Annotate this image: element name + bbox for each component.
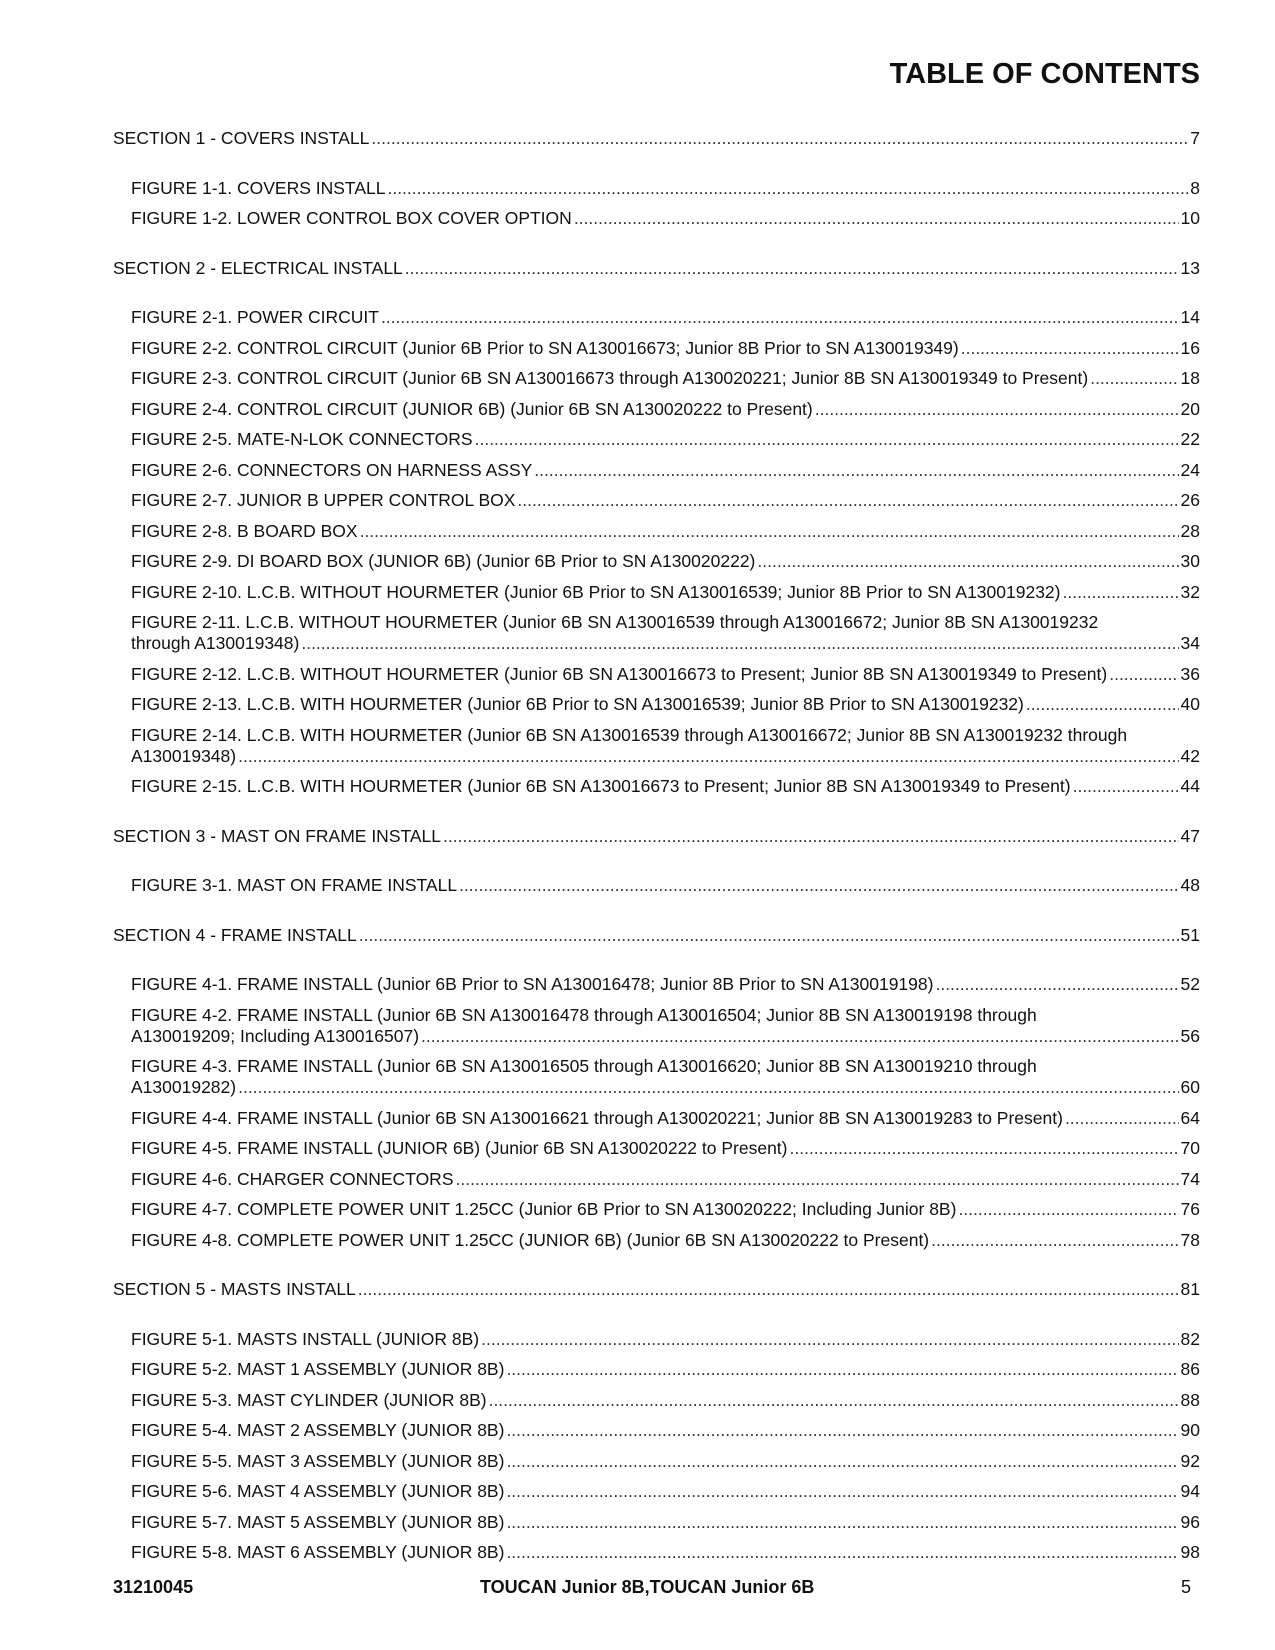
toc-entry-label-continued: A130019209; Including A130016507) xyxy=(131,1025,420,1046)
footer-page-number: 5 xyxy=(1180,1577,1191,1597)
toc-entry-label: FIGURE 5-6. MAST 4 ASSEMBLY (JUNIOR 8B) xyxy=(131,1481,505,1501)
dot-leader xyxy=(931,1230,1178,1251)
toc-figure-entry[interactable] xyxy=(131,1005,1200,1047)
dot-leader xyxy=(481,1329,1178,1350)
toc-figure-entry[interactable] xyxy=(131,1329,1200,1350)
toc-figure-entry[interactable] xyxy=(131,694,1200,715)
dot-leader xyxy=(506,1451,1178,1472)
toc-figure-entry[interactable] xyxy=(131,490,1200,511)
toc-figure-entry[interactable] xyxy=(131,208,1200,229)
dot-leader xyxy=(443,826,1179,847)
toc-page-number: 64 xyxy=(1180,1107,1200,1128)
dot-leader xyxy=(489,1390,1179,1411)
toc-figure-entry[interactable] xyxy=(131,368,1200,389)
dot-leader xyxy=(506,1420,1178,1441)
toc-entry-label: SECTION 5 - MASTS INSTALL xyxy=(113,1279,356,1299)
toc-page-number: 20 xyxy=(1180,398,1200,419)
toc-section-entry[interactable] xyxy=(113,128,1200,149)
toc-page-number: 26 xyxy=(1180,490,1200,510)
toc-entry-label-continued: A130019282) xyxy=(131,1077,237,1097)
toc-entry-label: FIGURE 2-8. B BOARD BOX xyxy=(131,520,358,541)
toc-figure-entry[interactable] xyxy=(131,1056,1200,1098)
dot-leader xyxy=(1090,368,1178,389)
dot-leader xyxy=(534,460,1178,481)
toc-entry-label: FIGURE 2-7. JUNIOR B UPPER CONTROL BOX xyxy=(131,490,516,510)
dot-leader xyxy=(459,875,1178,896)
toc-page-number: 98 xyxy=(1180,1542,1200,1562)
toc-entry-label: FIGURE 2-2. CONTROL CIRCUIT (Junior 6B Prior to SN A130016673; Junior 8B Prior to SN A130019349) xyxy=(131,337,959,358)
toc-figure-entry[interactable] xyxy=(131,974,1200,995)
toc-page-number: 56 xyxy=(1180,1025,1200,1046)
toc-entry-label: FIGURE 1-2. LOWER CONTROL BOX COVER OPTION xyxy=(131,208,572,228)
toc-entry-label: FIGURE 1-1. COVERS INSTALL xyxy=(131,177,386,198)
toc-page-number: 18 xyxy=(1180,368,1200,388)
dot-leader xyxy=(1026,694,1179,715)
toc-figure-entry[interactable] xyxy=(131,399,1200,420)
toc-entry-label: FIGURE 4-3. FRAME INSTALL (Junior 6B SN A130016505 through A130016620; Junior 8B SN A130019210 through xyxy=(131,1056,1037,1076)
toc-entry-label: FIGURE 4-6. CHARGER CONNECTORS xyxy=(131,1168,454,1189)
dot-leader xyxy=(301,633,1178,654)
footer-product-name: TOUCAN Junior 8B,TOUCAN Junior 6B xyxy=(480,1577,815,1597)
toc-figure-entry[interactable] xyxy=(131,875,1200,896)
dot-leader xyxy=(790,1138,1179,1159)
toc-page-number: 88 xyxy=(1180,1389,1200,1410)
footer-doc-number: 31210045 xyxy=(113,1577,194,1597)
dot-leader xyxy=(238,1077,1178,1098)
toc-page-number: 8 xyxy=(1190,177,1200,198)
toc-figure-entry[interactable] xyxy=(131,1108,1200,1129)
toc-figure-entry[interactable] xyxy=(131,725,1200,767)
toc-entry-label: FIGURE 4-7. COMPLETE POWER UNIT 1.25CC (Junior 6B Prior to SN A130020222; Including Junior 8B) xyxy=(131,1199,957,1219)
dot-leader xyxy=(757,551,1178,572)
toc-entry-label: SECTION 3 - MAST ON FRAME INSTALL xyxy=(113,825,442,846)
toc-page-number: 10 xyxy=(1180,208,1200,228)
dot-leader xyxy=(1073,776,1179,797)
toc-entry-label: FIGURE 2-14. L.C.B. WITH HOURMETER (Junior 6B SN A130016539 through A130016672; Junior 8B SN A130019232 through xyxy=(131,724,1128,745)
toc-page-number: 96 xyxy=(1180,1511,1200,1532)
toc-figure-entry[interactable] xyxy=(131,664,1200,685)
toc-entry-label: FIGURE 2-1. POWER CIRCUIT xyxy=(131,307,379,327)
dot-leader xyxy=(958,1199,1178,1220)
toc-figure-entry[interactable] xyxy=(131,1542,1200,1563)
toc-page-number: 30 xyxy=(1180,551,1200,571)
toc-figure-entry[interactable] xyxy=(131,1481,1200,1502)
toc-page-number: 94 xyxy=(1180,1481,1200,1501)
dot-leader xyxy=(456,1169,1179,1190)
toc-page-number: 14 xyxy=(1180,307,1200,327)
toc-entry-label: FIGURE 2-11. L.C.B. WITHOUT HOURMETER (Junior 6B SN A130016539 through A130016672; Junior 8B SN A130019232 xyxy=(131,612,1099,632)
toc-page-number: 81 xyxy=(1180,1279,1200,1299)
toc-entry-label: FIGURE 5-3. MAST CYLINDER (JUNIOR 8B) xyxy=(131,1389,487,1410)
toc-entry-label: FIGURE 5-2. MAST 1 ASSEMBLY (JUNIOR 8B) xyxy=(131,1359,505,1379)
toc-page-number: 51 xyxy=(1180,924,1200,945)
toc-entry-label: SECTION 1 - COVERS INSTALL xyxy=(113,128,370,148)
toc-entry-label: FIGURE 2-10. L.C.B. WITHOUT HOURMETER (Junior 6B Prior to SN A130016539; Junior 8B Prior to SN A130019232) xyxy=(131,581,1061,602)
toc-figure-entry[interactable] xyxy=(131,178,1200,199)
toc-entry-label: FIGURE 2-13. L.C.B. WITH HOURMETER (Junior 6B Prior to SN A130016539; Junior 8B Prior to SN A130019232) xyxy=(131,694,1024,714)
toc-entry-label: FIGURE 4-1. FRAME INSTALL (Junior 6B Prior to SN A130016478; Junior 8B Prior to SN A130019198) xyxy=(131,974,934,994)
toc-entry-label: SECTION 2 - ELECTRICAL INSTALL xyxy=(113,257,403,278)
toc-page-number: 47 xyxy=(1180,825,1200,846)
dot-leader xyxy=(1065,1108,1179,1129)
toc-entry-label: FIGURE 2-5. MATE-N-LOK CONNECTORS xyxy=(131,429,473,449)
dot-leader xyxy=(1109,664,1178,685)
toc-figure-entry[interactable] xyxy=(131,429,1200,450)
toc-page-number: 16 xyxy=(1180,337,1200,358)
dot-leader xyxy=(506,1359,1178,1380)
toc-entry-label: FIGURE 2-12. L.C.B. WITHOUT HOURMETER (Junior 6B SN A130016673 to Present; Junior 8B SN A130019349 to Present) xyxy=(131,663,1108,684)
toc-page-number: 92 xyxy=(1180,1450,1200,1471)
dot-leader xyxy=(506,1542,1178,1563)
toc-figure-entry[interactable] xyxy=(131,1420,1200,1441)
toc-entry-label-continued: through A130019348) xyxy=(131,633,300,653)
dot-leader xyxy=(574,208,1179,229)
dot-leader xyxy=(815,399,1179,420)
toc-figure-entry[interactable] xyxy=(131,1169,1200,1190)
toc-page-number: 32 xyxy=(1180,581,1200,602)
toc-page-number: 90 xyxy=(1180,1420,1200,1440)
toc-page-number: 78 xyxy=(1180,1229,1200,1250)
toc-entry-label: FIGURE 2-4. CONTROL CIRCUIT (JUNIOR 6B) (Junior 6B SN A130020222 to Present) xyxy=(131,398,813,419)
toc-page-number: 13 xyxy=(1180,257,1200,278)
dot-leader xyxy=(238,746,1178,767)
toc-page-number: 34 xyxy=(1180,633,1200,653)
toc-page-number: 42 xyxy=(1180,745,1200,766)
toc-figure-entry[interactable] xyxy=(131,1390,1200,1411)
toc-entry-label: FIGURE 2-15. L.C.B. WITH HOURMETER (Junior 6B SN A130016673 to Present; Junior 8B SN A130019349 to Present) xyxy=(131,776,1071,796)
toc-page-number: 70 xyxy=(1180,1138,1200,1158)
toc-page-number: 48 xyxy=(1180,875,1200,895)
toc-entry-label: FIGURE 2-9. DI BOARD BOX (JUNIOR 6B) (Junior 6B Prior to SN A130020222) xyxy=(131,551,756,571)
dot-leader xyxy=(506,1512,1178,1533)
toc-page-number: 86 xyxy=(1180,1359,1200,1379)
toc-entry-label: FIGURE 5-5. MAST 3 ASSEMBLY (JUNIOR 8B) xyxy=(131,1450,505,1471)
toc-page-number: 44 xyxy=(1180,776,1200,796)
toc-section-entry[interactable] xyxy=(113,1279,1200,1300)
toc-figure-entry[interactable] xyxy=(131,1359,1200,1380)
dot-leader xyxy=(475,429,1179,450)
dot-leader xyxy=(381,307,1179,328)
dot-leader xyxy=(387,178,1188,199)
dot-leader xyxy=(405,258,1179,279)
dot-leader xyxy=(371,128,1188,149)
toc-figure-entry[interactable] xyxy=(131,551,1200,572)
dot-leader xyxy=(1063,582,1179,603)
toc-figure-entry[interactable] xyxy=(131,338,1200,359)
toc-entry-label: FIGURE 5-4. MAST 2 ASSEMBLY (JUNIOR 8B) xyxy=(131,1420,505,1440)
toc-page-number: 40 xyxy=(1180,694,1200,714)
toc-figure-entry[interactable] xyxy=(131,1451,1200,1472)
toc-entry-label-continued: A130019348) xyxy=(131,745,237,766)
toc-figure-entry[interactable] xyxy=(131,1512,1200,1533)
toc-figure-entry[interactable] xyxy=(131,1199,1200,1220)
toc-page-number: 82 xyxy=(1180,1328,1200,1349)
toc-figure-entry[interactable] xyxy=(131,1138,1200,1159)
toc-figure-entry[interactable] xyxy=(131,307,1200,328)
toc-entry-label: FIGURE 4-4. FRAME INSTALL (Junior 6B SN A130016621 through A130020221; Junior 8B SN A130019283 to Present) xyxy=(131,1107,1063,1128)
dot-leader xyxy=(358,1279,1179,1300)
toc-figure-entry[interactable] xyxy=(131,1230,1200,1251)
toc-figure-entry[interactable] xyxy=(131,460,1200,481)
toc-page-number: 60 xyxy=(1180,1077,1200,1097)
toc-figure-entry[interactable] xyxy=(131,521,1200,542)
toc-entry-label: SECTION 4 - FRAME INSTALL xyxy=(113,924,357,945)
dot-leader xyxy=(517,490,1178,511)
dot-leader xyxy=(961,338,1179,359)
toc-entry-label: FIGURE 5-1. MASTS INSTALL (JUNIOR 8B) xyxy=(131,1328,480,1349)
toc-figure-entry[interactable] xyxy=(131,582,1200,603)
toc-entry-label: FIGURE 4-5. FRAME INSTALL (JUNIOR 6B) (Junior 6B SN A130020222 to Present) xyxy=(131,1138,788,1158)
dot-leader xyxy=(935,974,1178,995)
dot-leader xyxy=(360,521,1179,542)
toc-entry-label: FIGURE 4-8. COMPLETE POWER UNIT 1.25CC (JUNIOR 6B) (Junior 6B SN A130020222 to Present) xyxy=(131,1229,930,1250)
toc-page-number: 24 xyxy=(1180,459,1200,480)
toc-page-number: 76 xyxy=(1180,1199,1200,1219)
toc-section-entry[interactable] xyxy=(113,925,1200,946)
toc-figure-entry[interactable] xyxy=(131,776,1200,797)
toc-entry-label: FIGURE 2-6. CONNECTORS ON HARNESS ASSY xyxy=(131,459,533,480)
toc-entry-label: FIGURE 3-1. MAST ON FRAME INSTALL xyxy=(131,875,458,895)
dot-leader xyxy=(421,1026,1178,1047)
toc-figure-entry[interactable] xyxy=(131,612,1200,654)
toc-page-number: 52 xyxy=(1180,974,1200,994)
toc-entry-label: FIGURE 5-8. MAST 6 ASSEMBLY (JUNIOR 8B) xyxy=(131,1542,505,1562)
toc-section-entry[interactable] xyxy=(113,258,1200,279)
dot-leader xyxy=(506,1481,1178,1502)
toc-page-number: 74 xyxy=(1180,1168,1200,1189)
toc-page-number: 28 xyxy=(1180,520,1200,541)
dot-leader xyxy=(359,925,1179,946)
toc-entry-label: FIGURE 4-2. FRAME INSTALL (Junior 6B SN A130016478 through A130016504; Junior 8B SN A130019198 through xyxy=(131,1004,1037,1025)
toc-entry-label: FIGURE 2-3. CONTROL CIRCUIT (Junior 6B SN A130016673 through A130020221; Junior 8B SN A130019349 to Present) xyxy=(131,368,1089,388)
toc-section-entry[interactable] xyxy=(113,826,1200,847)
toc-page-number: 22 xyxy=(1180,429,1200,449)
toc-page-number: 7 xyxy=(1190,128,1200,148)
toc-page-number: 36 xyxy=(1180,663,1200,684)
toc-entry-label: FIGURE 5-7. MAST 5 ASSEMBLY (JUNIOR 8B) xyxy=(131,1511,505,1532)
page-title: TABLE OF CONTENTS xyxy=(889,58,1200,90)
